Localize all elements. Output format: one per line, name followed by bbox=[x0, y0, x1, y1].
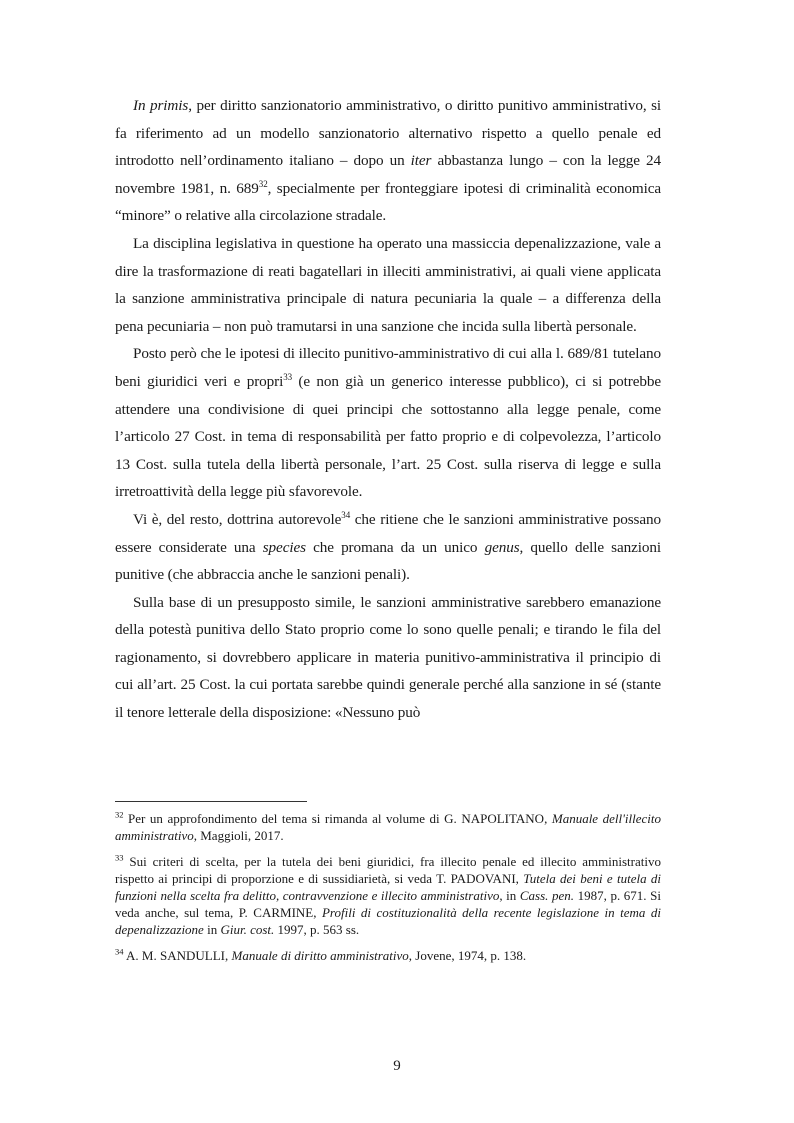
italic-text: Manuale di diritto amministrativo bbox=[231, 948, 409, 963]
italic-text: Cass. pen. bbox=[519, 888, 575, 903]
text-run: 1987, p. 671. Si veda anche, sul tema, P. CARMINE, bbox=[115, 888, 661, 920]
page-number: 9 bbox=[393, 1058, 401, 1074]
italic-text: In primis bbox=[133, 97, 189, 114]
text-run: Sui criteri di scelta, per la tutela dei beni giuridici, fra illecito penale ed illecito amministrativo rispetto ai principi di proporzione e di sussidiarietà, si veda T. PADOVANI, bbox=[115, 854, 661, 886]
text-run: 1997, p. 563 ss. bbox=[274, 922, 360, 937]
footnote-ref: 34 bbox=[115, 946, 124, 957]
text-run: che promana da un unico bbox=[305, 538, 485, 556]
footnote bbox=[115, 853, 661, 938]
text-run: Per un approfondimento del tema si rimanda al volume di G. NAPOLITANO, bbox=[123, 811, 552, 826]
text-run: A. M. SANDULLI, bbox=[123, 948, 232, 963]
footnote-ref: 32 bbox=[115, 809, 124, 820]
footnote bbox=[115, 947, 661, 964]
text-run: , Maggioli, 2017. bbox=[193, 828, 284, 843]
italic-text: Tutela dei beni e tutela di funzioni nella scelta fra delitto, contravvenzione e illecito amministrativo bbox=[115, 871, 661, 903]
footnote-separator bbox=[115, 801, 307, 802]
italic-text: Profili di costituzionalità della recente legislazione in tema di depenalizzazione bbox=[115, 905, 661, 937]
main-text bbox=[115, 92, 661, 727]
text-run: , specialmente per fronteggiare ipotesi di criminalità economica “minore” o relative alla circolazione stradale. bbox=[115, 179, 661, 225]
paragraph bbox=[115, 230, 661, 340]
text-run: , quello delle sanzioni punitive (che abbraccia anche le sanzioni penali). bbox=[115, 538, 661, 584]
paragraph bbox=[115, 340, 661, 506]
paragraph bbox=[115, 506, 661, 589]
text-run: Vi è, del resto, dottrina autorevole bbox=[133, 510, 342, 528]
text-run: che ritiene che le sanzioni amministrative possano essere considerate una bbox=[115, 510, 661, 556]
footnote-ref: 33 bbox=[115, 852, 124, 863]
italic-text: Giur. cost. bbox=[220, 922, 275, 937]
paragraph bbox=[115, 589, 661, 727]
footnote-ref: 34 bbox=[341, 509, 351, 520]
text-run: , per diritto sanzionatorio amministrativo, o diritto punitivo amministrativo, si fa riferimento ad un modello sanzionatorio alternativo rispetto a quello penale ed introdotto nell’ordinamento italiano – dopo un bbox=[115, 97, 661, 170]
text-run: Sulla base di un presupposto simile, le sanzioni amministrative sarebbero emanazione della potestà punitiva dello Stato proprio come lo sono quelle penali; e tirando le fila del ragionamento, si dovrebbero applicare in materia punitivo-amministrativa il principio di cui all’art. 25 Cost. la cui portata sarebbe quindi generale perché alla sanzione in sé (stante il tenore letterale della disposizione: «Nessuno può bbox=[115, 593, 661, 722]
footnote-ref: 33 bbox=[283, 371, 293, 382]
text-run: Posto però che le ipotesi di illecito punitivo-amministrativo di cui alla l. 689/81 tutelano beni giuridici veri e propri bbox=[115, 345, 661, 390]
text-run: in bbox=[203, 922, 221, 937]
paragraph bbox=[115, 92, 661, 230]
footnote-ref: 32 bbox=[258, 178, 268, 189]
italic-text: iter bbox=[410, 152, 432, 170]
text-run: abbastanza lungo – con la legge 24 novembre 1981, n. 689 bbox=[115, 152, 661, 197]
text-run: (e non già un generico interesse pubblico), ci si potrebbe attendere una condivisione di quei principi che sottostanno alla legge penale, come l’articolo 27 Cost. in tema di responsabilità per fatto proprio e di colpevolezza, l’articolo 13 Cost. sulla tutela della libertà personale, l’art. 25 Cost. sulla riserva di legge e sulla irretroattività della legge più sfavorevole. bbox=[115, 372, 661, 501]
italic-text: genus bbox=[484, 538, 520, 556]
footnote bbox=[115, 810, 661, 844]
text-run: , Jovene, 1974, p. 138. bbox=[408, 948, 527, 963]
text-run: , in bbox=[499, 888, 520, 903]
footnotes bbox=[115, 810, 661, 973]
italic-text: species bbox=[262, 538, 306, 556]
text-run: La disciplina legislativa in questione ha operato una massiccia depenalizzazione, vale a dire la trasformazione di reati bagatellari in illeciti amministrativi, ai quali viene applicata la sanzione amministrativa principale di natura pecuniaria la quale – a differenza della pena pecuniaria – non può tramutarsi in una sanzione che incida sulla libertà personale. bbox=[115, 234, 661, 335]
italic-text: Manuale dell'illecito amministrativo bbox=[115, 811, 661, 843]
